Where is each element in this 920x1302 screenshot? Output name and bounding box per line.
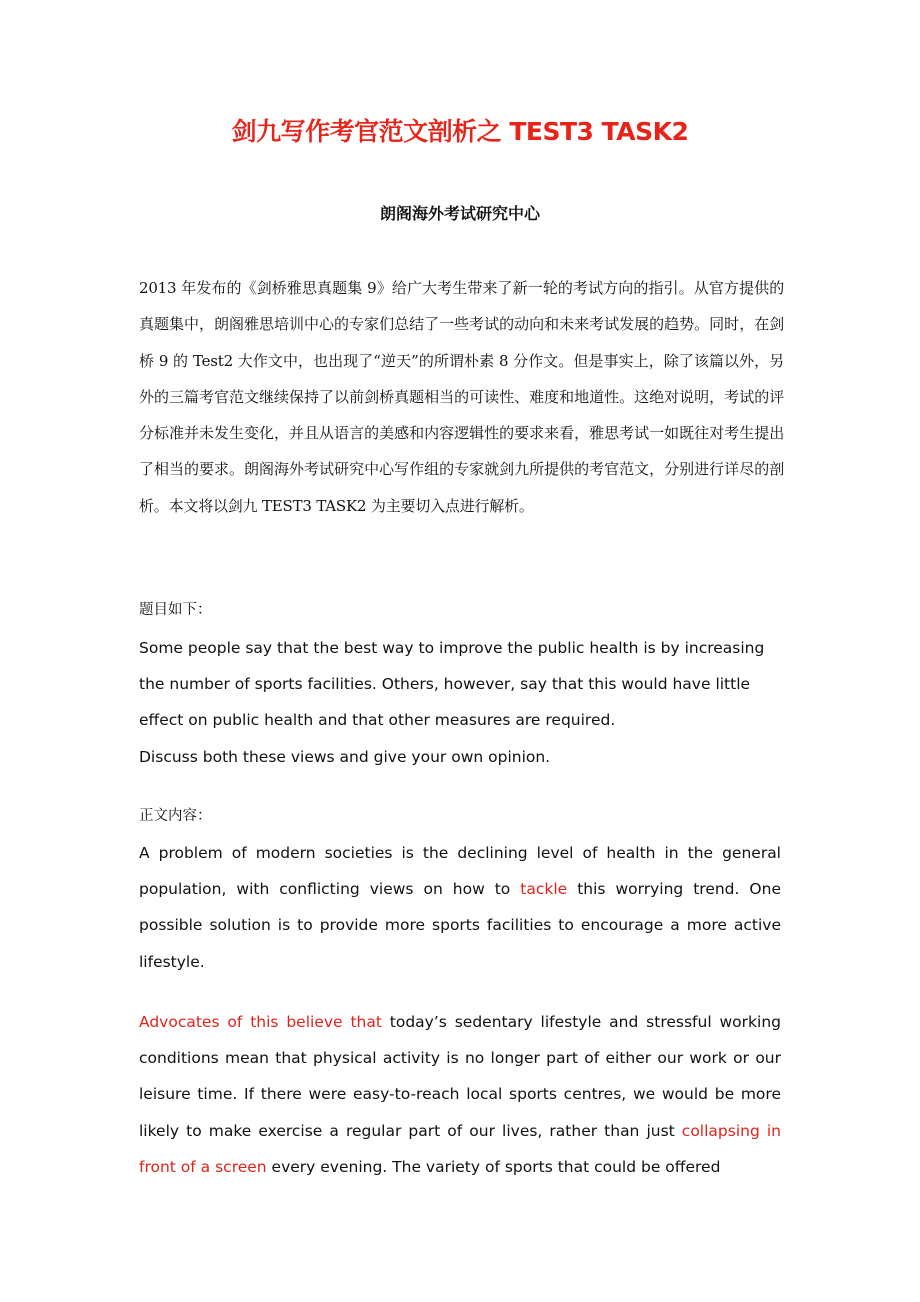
- document-title: 剑九写作考官范文剖析之 TEST3 TASK2: [231, 117, 689, 146]
- question-text: Some people say that the best way to improve the public health is by increasing the number of sports facilities. Others, however, say that this would have little effect on public health and that other measures are required.: [139, 639, 765, 730]
- essay-p1-text-a: A problem of modern societies is the declining level of health in the general population, with conflicting views on how to: [139, 844, 781, 899]
- intro-paragraph: [139, 270, 784, 524]
- essay-p2-text-b: every evening. The variety of sports that could be offered: [266, 1157, 721, 1176]
- highlight-advocates: Advocates of this believe that: [139, 1013, 382, 1031]
- highlight-collapsing: collapsing in front of a screen: [139, 1121, 781, 1176]
- essay-paragraph-1: [139, 835, 781, 980]
- highlight-tackle: tackle: [520, 880, 568, 899]
- essay-p1-text-b: this worrying trend. One possible solution is to provide more sports facilities to encourage a more active lifestyle.: [139, 880, 781, 971]
- intro-text: 2013 年发布的《剑桥雅思真题集 9》给广大考生带来了新一轮的考试方向的指引。从官方提供的真题集中，朗阁雅思培训中心的专家们总结了一些考试的动向和未来考试发展的趋势。同时，在剑桥 9 的 Test2 大作文中，也出现了“逆天”的所谓朴素 8 分作文。但是事实上，除了该篇以外，另外的三篇考官范文继续保持了以前剑桥真题相当的可读性、难度和地道性。这绝对说明，考试的评分标准并未发生变化，并且从语言的美感和内容逻辑性的要求来看，雅思考试一如既往对考生提出了相当的要求。朗阁海外考试研究中心写作组的专家就剑九所提供的考官范文，分别进行详尽的剖析。本文将以剑九 TEST3 TASK2 为主要切入点进行解析。: [139, 279, 784, 515]
- essay-p2-text-a: today’s sedentary lifestyle and stressful working conditions mean that physical activity is no longer part of either our work or our leisure time. If there were easy-to-reach local sports centres, we would be more likely to make exercise a regular part of our lives, rather than just: [139, 1013, 781, 1140]
- document-subtitle: 朗阁海外考试研究中心: [379, 204, 540, 223]
- question-instruction: Discuss both these views and give your own opinion.: [139, 747, 551, 766]
- body-label: 正文内容：: [139, 808, 212, 824]
- question-label: 题目如下：: [139, 602, 212, 618]
- question-block: [139, 630, 781, 775]
- essay-paragraph-2: [139, 1004, 781, 1185]
